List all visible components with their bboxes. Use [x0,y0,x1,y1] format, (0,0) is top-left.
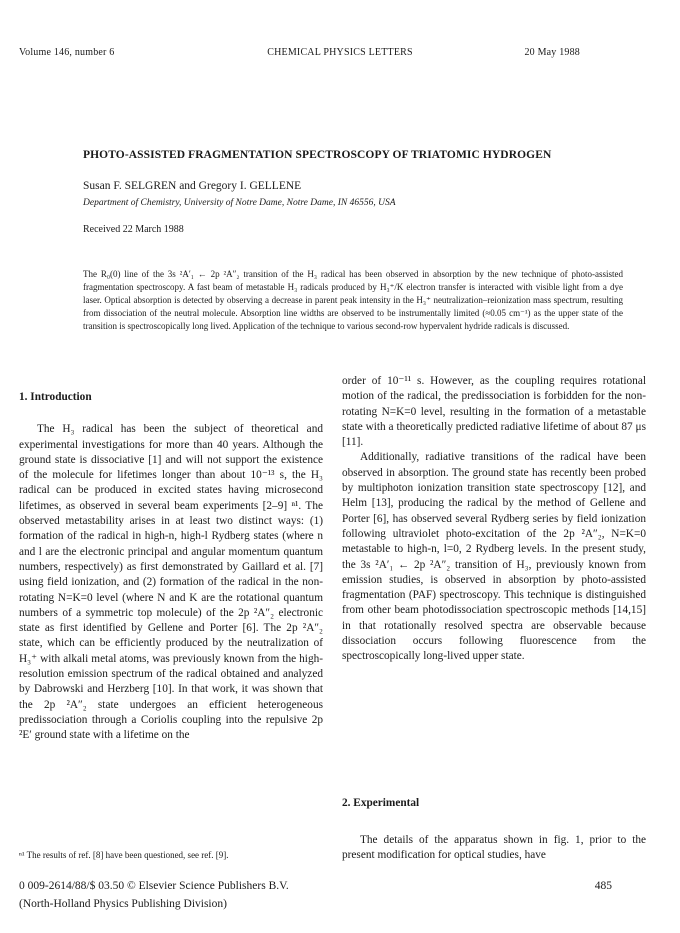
article-title: PHOTO-ASSISTED FRAGMENTATION SPECTROSCOPY OF TRIATOMIC HYDROGEN [83,149,552,161]
article-authors: Susan F. SELGREN and Gregory I. GELLENE [83,180,302,192]
intro-paragraph-2: Additionally, radiative transitions of the radical have been observed in absorption. The ground state has recently been probed by multiphoton ionization transition state spectroscopy [12], and Helm [13], producing the radical by the method of Gellene and Porter [6], has observed several Rydberg series by field ionization following ultraviolet photo-excitation of the 2p ²A″₂, N=K=0 metastable to high-n, l=0, 2 Rydberg levels. In the present study, the 3s ²A′₁ ← 2p ²A″₂ transition of H₃, previously known from emission studies, is observed in absorption by photo-assisted fragmentation (PAF) spectroscopy. This technique is distinguished from other beam photodissociation spectroscopic methods [14,15] in that rotationally resolved spectra are observable because dissociation occurs following fluorescence from the spectroscopically long-lived upper state. [342,451,646,663]
publisher-issn: 0 009-2614/88/$ 03.50 © Elsevier Science Publishers B.V. [19,880,289,892]
section-heading-experimental: 2. Experimental [342,797,420,809]
footnote: ⁿ¹ The results of ref. [8] have been questioned, see ref. [9]. [19,850,229,860]
page-number: 485 [594,880,612,892]
intro-continued-paragraph: order of 10⁻¹¹ s. However, as the coupling requires rotational motion of the radical, the predissociation is forbidden for the non-rotating N=K=0 level, resulting in the formation of a metastable state with a theoretically predicted radiative lifetime of about 87 μs [11]. [342,375,646,449]
left-column [19,390,323,744]
header-date: 20 May 1988 [524,47,580,58]
header-volume: Volume 146, number 6 [19,47,115,58]
header-journal: CHEMICAL PHYSICS LETTERS [267,47,413,58]
right-column [342,374,646,665]
received-date: Received 22 March 1988 [83,224,184,235]
abstract: The R₀(0) line of the 3s ²A′₁ ← 2p ²A″₂ transition of the H₃ radical has been observed in absorption by the new technique of photo-assisted fragmentation spectroscopy. A fast beam of metastable H₃ radicals produced by H₃⁺/K electron transfer is interacted with visible light from a dye laser. Optical absorption is detected by observing a decrease in parent peak intensity in the H₃⁺ neutralization–reionization mass spectrum, resulting from dissociation of the neutral molecule. Absorption line widths are observed to be instrumentally limited (≈0.05 cm⁻¹) as the upper state of the transition is spectroscopically long lived. Application of the technique to various second-row hypervalent hydride radicals is discussed. [83,269,623,332]
intro-paragraph: The H₃ radical has been the subject of theoretical and experimental investigations for more than 40 years. Although the ground state is dissociative [1] and will not support the existence of the molecule for lifetimes longer than about 10⁻¹³ s, the H₃ radical can be produced in excited states having microsecond lifetimes, as observed in several beam experiments [2–9] ⁿ¹. The observed metastability arises in at least two distinct ways: (1) formation of the radical in high-n, high-l Rydberg states (where n and l are the electronic principal and angular momentum quantum numbers, respectively) as first demonstrated by Gaillard et al. [7] using field ionization, and (2) formation of the radical in the non-rotating N=K=0 level (where N and K are the rotational quantum numbers of a symmetric top molecule) of the 2p ²A″₂ electronic state as first identified by Gellene and Porter [6]. The 2p ²A″₂ state, which can be efficiently produced by the neutralization of H₃⁺ with alkali metal atoms, was previously known from the high-resolution emission spectrum of the radical obtained and analyzed by Dabrowski and Herzberg [10]. In that work, it was shown that the 2p ²A″₂ state undergoes an efficient heterogeneous predissociation through a Coriolis coupling into the repulsive 2p ²E′ ground state with a lifetime on the [19,423,323,742]
article-affiliation: Department of Chemistry, University of Notre Dame, Notre Dame, IN 46556, USA [83,198,396,208]
section-heading-introduction: 1. Introduction [19,391,92,403]
experimental-text: The details of the apparatus shown in fig. 1, prior to the present modification for optical studies, have [342,834,646,862]
publisher-division: (North-Holland Physics Publishing Division) [19,898,227,910]
experimental-paragraph [342,833,646,864]
